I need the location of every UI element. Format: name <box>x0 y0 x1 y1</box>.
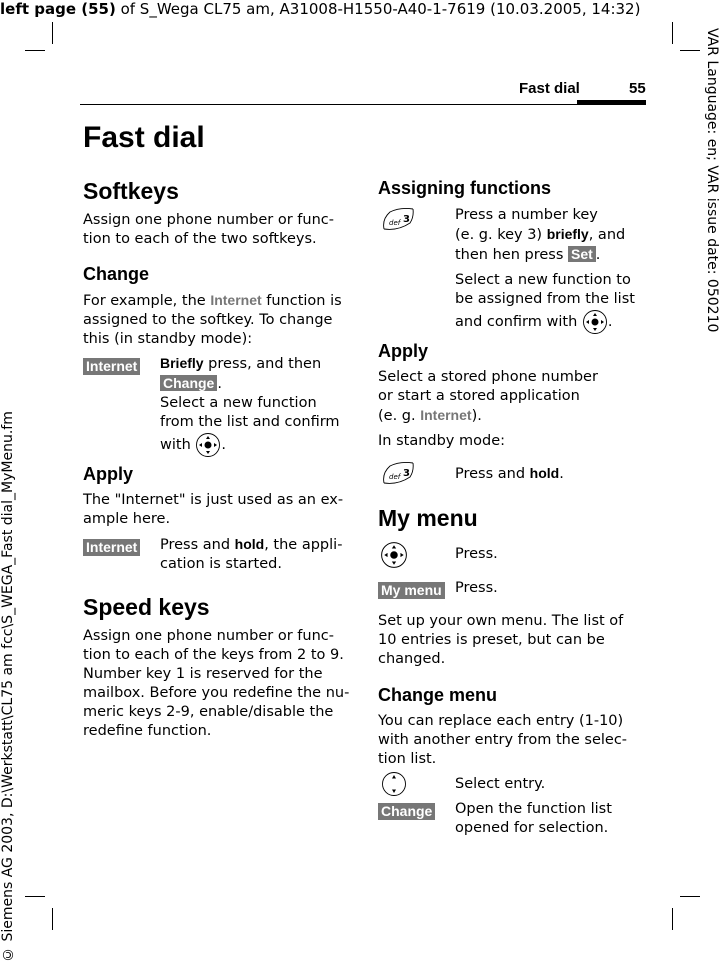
softkey-label: My menu <box>378 582 445 599</box>
key-3-icon <box>380 207 416 231</box>
crop-mark <box>25 50 45 51</box>
text: function is <box>261 293 342 309</box>
my-menu-press2: Press. <box>455 580 498 596</box>
text: . <box>559 466 564 482</box>
apply-text <box>83 491 343 529</box>
text-line: Press a number key <box>455 207 598 223</box>
text: . <box>221 437 226 453</box>
text-line <box>160 374 350 394</box>
nav-joystick-icon <box>582 309 608 335</box>
text-line: Number key 1 is reserved for the <box>83 666 323 682</box>
text-line: You can replace each entry (1-10) <box>378 713 624 729</box>
text-line: be assigned from the list <box>455 291 635 307</box>
select-entry: Select entry. <box>455 776 546 792</box>
apply2-heading: Apply <box>378 341 429 361</box>
text: , the appli- <box>264 537 343 553</box>
my-menu-heading: My menu <box>378 505 478 531</box>
print-header-file: left page (55) <box>0 0 116 18</box>
side-info-right: VAR Language: en; VAR issue date: 050210 <box>704 28 720 333</box>
text-line: redefine function. <box>83 723 212 739</box>
my-menu-press1: Press. <box>455 546 498 562</box>
text: ). <box>471 408 482 424</box>
crop-mark <box>25 896 45 897</box>
step2-text <box>160 535 350 574</box>
text: briefly <box>546 226 589 242</box>
softkey-label: Change <box>378 803 435 820</box>
open-function-list <box>455 800 612 838</box>
text-line: In standby mode: <box>378 433 505 449</box>
print-header-rest: of S_Wega CL75 am, A31008-H1550-A40-1-7619 (10.03.2005, 14:32) <box>115 0 641 18</box>
text-line: from the list and confirm <box>160 414 340 430</box>
nav-joystick-icon <box>195 432 221 458</box>
side-info-left: © Siemens AG 2003, D:\Werkstatt\CL75 am fcc\S_WEGA_Fast dial_MyMenu.fm <box>0 411 16 962</box>
running-header-title: Fast dial <box>519 80 580 97</box>
page-title: Fast dial <box>83 121 205 154</box>
speed-keys-text <box>83 627 349 741</box>
text-line: Assign one phone number or func- <box>83 212 334 228</box>
text: . <box>217 376 222 392</box>
text: and confirm with <box>455 314 578 330</box>
softkey-label: Internet <box>83 358 140 375</box>
text: (e. g. key 3) <box>455 227 547 243</box>
text: press, and then <box>203 356 322 372</box>
text-line: tion list. <box>378 751 437 767</box>
text-line: Select a new function to <box>455 272 631 288</box>
change-menu-text <box>378 712 627 769</box>
text: then hen press <box>455 247 568 263</box>
text-line: 10 entries is preset, but can be <box>378 632 605 648</box>
text-line: Set up your own menu. The list of <box>378 613 624 629</box>
crop-mark <box>680 896 700 897</box>
text: hold <box>234 536 265 552</box>
speed-keys-heading: Speed keys <box>83 594 210 620</box>
text-line: Assign one phone number or func- <box>83 628 334 644</box>
text-line: or start a stored application <box>378 388 580 404</box>
header-tab <box>577 100 646 104</box>
crop-mark <box>52 908 53 930</box>
text-line: Select a new function <box>160 395 317 411</box>
text-line: meric keys 2-9, enable/disable the <box>83 704 334 720</box>
internet-softkey <box>83 537 140 556</box>
key-3-icon <box>380 461 416 485</box>
apply2-text <box>378 368 598 451</box>
text-line: ample here. <box>83 511 171 527</box>
assigning-text <box>455 206 645 335</box>
header-rule <box>80 104 646 105</box>
text: Press and <box>160 537 235 553</box>
internet-label: Internet <box>420 407 472 423</box>
assigning-heading: Assigning functions <box>378 178 551 198</box>
nav-joystick-icon <box>380 541 408 569</box>
key-3-digit: 3 <box>403 214 410 225</box>
crop-mark <box>672 908 673 930</box>
text: For example, the <box>83 293 211 309</box>
softkey-label: Internet <box>83 539 140 556</box>
change-text <box>83 291 342 349</box>
softkeys-heading: Softkeys <box>83 178 179 204</box>
text-line: tion to each of the keys from 2 to 9. <box>83 647 344 663</box>
print-header <box>0 0 640 18</box>
text-line: tion to each of the two softkeys. <box>83 231 317 247</box>
internet-label: Internet <box>210 292 262 308</box>
text-line: opened for selection. <box>455 820 609 836</box>
key-3-letters: def <box>389 219 401 227</box>
text: . <box>595 247 601 263</box>
my-menu-softkey <box>378 580 445 599</box>
text: hold <box>529 465 560 481</box>
apply-heading: Apply <box>83 464 134 484</box>
text-line <box>160 432 350 458</box>
text: Press and <box>455 466 530 482</box>
text-line: Select a stored phone number <box>378 369 598 385</box>
apply2-press-hold <box>455 464 564 484</box>
key-3-digit: 3 <box>403 468 410 479</box>
text: with <box>160 437 191 453</box>
crop-mark <box>680 50 700 51</box>
set-softkey: Set <box>568 246 596 262</box>
text-line: The "Internet" is just used as an ex- <box>83 492 344 508</box>
text: . <box>607 314 613 330</box>
text-line <box>160 354 350 374</box>
crop-mark <box>672 22 673 44</box>
softkeys-intro <box>83 211 334 249</box>
text-line <box>83 291 342 311</box>
change-softkey <box>378 801 435 820</box>
change-heading: Change <box>83 264 150 284</box>
text-line <box>378 406 598 426</box>
text-line: assigned to the softkey. To change <box>83 312 333 328</box>
text-line: mailbox. Before you redefine the nu- <box>83 685 350 701</box>
step1-text <box>160 354 350 458</box>
change-menu-heading: Change menu <box>378 685 498 705</box>
text-line: Open the function list <box>455 801 612 817</box>
text-line <box>455 225 645 245</box>
text-line <box>455 245 645 265</box>
crop-mark <box>52 22 53 44</box>
change-softkey: Change <box>160 375 217 391</box>
text-line: this (in standby mode): <box>83 331 253 347</box>
nav-updown-icon <box>381 771 407 797</box>
text-line: cation is started. <box>160 556 282 572</box>
internet-softkey <box>83 356 140 375</box>
text-line <box>455 309 645 335</box>
text-line: changed. <box>378 651 446 667</box>
my-menu-text <box>378 612 623 669</box>
text: , and <box>588 227 626 243</box>
text: (e. g. <box>378 408 421 424</box>
text-line <box>160 535 350 555</box>
text: Briefly <box>160 355 204 371</box>
text-line: with another entry from the selec- <box>378 732 628 748</box>
key-3-letters: def <box>389 473 401 481</box>
page-number: 55 <box>629 80 646 97</box>
